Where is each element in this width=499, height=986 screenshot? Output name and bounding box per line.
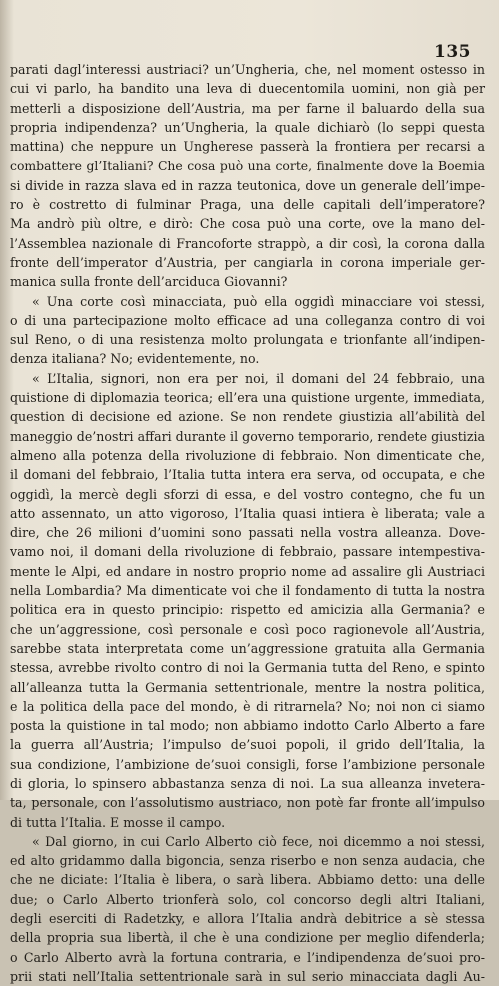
text-line: si divide in razza slava ed in razza teutonica, dove un generale dell’impe-: [10, 177, 485, 193]
text-line: « Dal giorno, in cui Carlo Alberto ciò fece, noi dicemmo a noi stessi,: [32, 833, 485, 849]
text-line: il domani del febbraio, l’Italia tutta intera era serva, od occupata, e che: [10, 467, 485, 483]
text-line: oggidì, la mercè degli sforzi di essa, e del vostro contegno, che fu un: [10, 486, 485, 502]
text-line: che ne diciate: l’Italia è libera, o sarà libera. Abbiamo detto: una delle: [10, 872, 485, 888]
text-line: ed alto gridammo dalla bigoncia, senza riserbo e non senza audacia, che: [10, 853, 485, 869]
text-line: all’alleanza tutta la Germania settentrionale, mentre la nostra politica,: [10, 679, 485, 695]
body-text: [10, 60, 485, 986]
text-line: della propria sua libertà, il che è una condizione per meglio difenderla;: [10, 930, 485, 946]
text-line: sua condizione, l’ambizione de’suoi consigli, forse l’ambizione personale: [10, 756, 485, 772]
text-line: che un’aggressione, così personale e così poco ragionevole all’Austria,: [10, 621, 485, 637]
text-line: la guerra all’Austria; l’impulso de’suoi popoli, il grido dell’Italia, la: [10, 737, 485, 753]
text-line: parati dagl’interessi austriaci? un’Ungheria, che, nel moment ostesso in: [10, 62, 485, 77]
text-line: fronte dell’imperator d’Austria, per cangiarla in corona imperiale ger-: [10, 254, 485, 270]
text-line: denza italiana? No; evidentemente, no.: [10, 351, 260, 367]
text-line: due; o Carlo Alberto trionferà solo, col concorso degli altri Italiani,: [10, 891, 485, 907]
text-line: mente le Alpi, ed andare in nostro proprio nome ad assalire gli Austriaci: [10, 563, 485, 579]
page-number: 135: [434, 42, 471, 62]
text-line: posta la quistione in tal modo; non abbiamo indotto Carlo Alberto a fare: [10, 718, 485, 734]
text-line: « L’Italia, signori, non era per noi, il domani del 24 febbraio, una: [32, 370, 485, 386]
text-line: l’Assemblea nazionale di Francoforte strappò, a dir così, la corona dalla: [10, 235, 485, 251]
text-line: ta, personale, con l’assolutismo austriaco, non potè far fronte all’impulso: [10, 795, 485, 811]
text-line: quistione di diplomazia teorica; ell’era una quistione urgente, immediata,: [10, 390, 485, 406]
text-line: di tutta l’Italia. E mosse il campo.: [10, 814, 226, 830]
text-line: di gloria, lo spinsero abbastanza senza di noi. La sua alleanza invetera-: [10, 775, 485, 791]
text-line: « Una corte così minacciata, può ella oggidì minacciare voi stessi,: [32, 293, 485, 309]
text-line: combattere gl’Italiani? Che cosa può una corte, finalmente dove la Boemia: [10, 158, 485, 174]
text-line: mattina) che neppure un Ungherese passerà la frontiera per recarsi a: [10, 139, 485, 155]
text-line: cui vi parlo, ha bandito una leva di duecentomila uomini, non già per: [10, 81, 485, 97]
text-line: e la politica della pace del mondo, è di ritrarnela? No; noi non ci siamo: [10, 698, 485, 714]
text-line: Ma andrò più oltre, e dirò: Che cosa può una corte, ove la mano del-: [10, 216, 485, 232]
text-line: o Carlo Alberto avrà la fortuna contraria, e l’indipendenza de’suoi pro-: [10, 949, 485, 965]
text-line: politica era in questo principio: rispetto ed amicizia alla Germania? e: [10, 602, 485, 618]
text-line: metterli a disposizione dell’Austria, ma per farne il baluardo della sua: [10, 100, 485, 116]
text-line: sul Reno, o di una resistenza molto prolungata e trionfante all’indipen-: [10, 332, 485, 348]
text-line: ro è costretto di fulminar Praga, una delle capitali dell’imperatore?: [10, 197, 485, 213]
text-line: maneggio de’nostri affari durante il governo temporario, rendete giustizia: [10, 428, 485, 444]
text-line: degli eserciti di Radetzky, e allora l’Italia andrà debitrice a sè stessa: [10, 911, 485, 927]
text-line: o di una partecipazione molto efficace ad una colleganza contro di voi: [10, 312, 485, 328]
text-line: sarebbe stata interpretata come un’aggressione gratuita alla Germania: [10, 640, 485, 656]
text-line: atto assennato, un atto vigoroso, l’Italia quasi intiera è liberata; vale a: [10, 505, 485, 521]
text-line: stessa, avrebbe rivolto contro di noi la Germania tutta del Reno, e spinto: [10, 660, 485, 676]
text-line: dire, che 26 milioni d’uomini sono passati nella vostra alleanza. Dove-: [10, 525, 485, 541]
text-line: question di decisione ed azione. Se non rendete giustizia all’abilità del: [10, 409, 485, 425]
text-line: nella Lombardia? Ma dimenticate voi che il fondamento di tutta la nostra: [10, 583, 485, 599]
text-line: propria indipendenza? un’Ungheria, la quale dichiarò (lo seppi questa: [10, 119, 485, 135]
text-line: almeno alla potenza della rivoluzione di febbraio. Non dimenticate che,: [10, 447, 485, 463]
text-line: prii stati nell’Italia settentrionale sarà in sul serio minacciata dagli Au-: [10, 968, 485, 984]
text-line: vamo noi, il domani della rivoluzione di febbraio, passare intempestiva-: [10, 544, 485, 560]
text-line: manica sulla fronte dell’arciduca Giovanni?: [10, 274, 288, 290]
